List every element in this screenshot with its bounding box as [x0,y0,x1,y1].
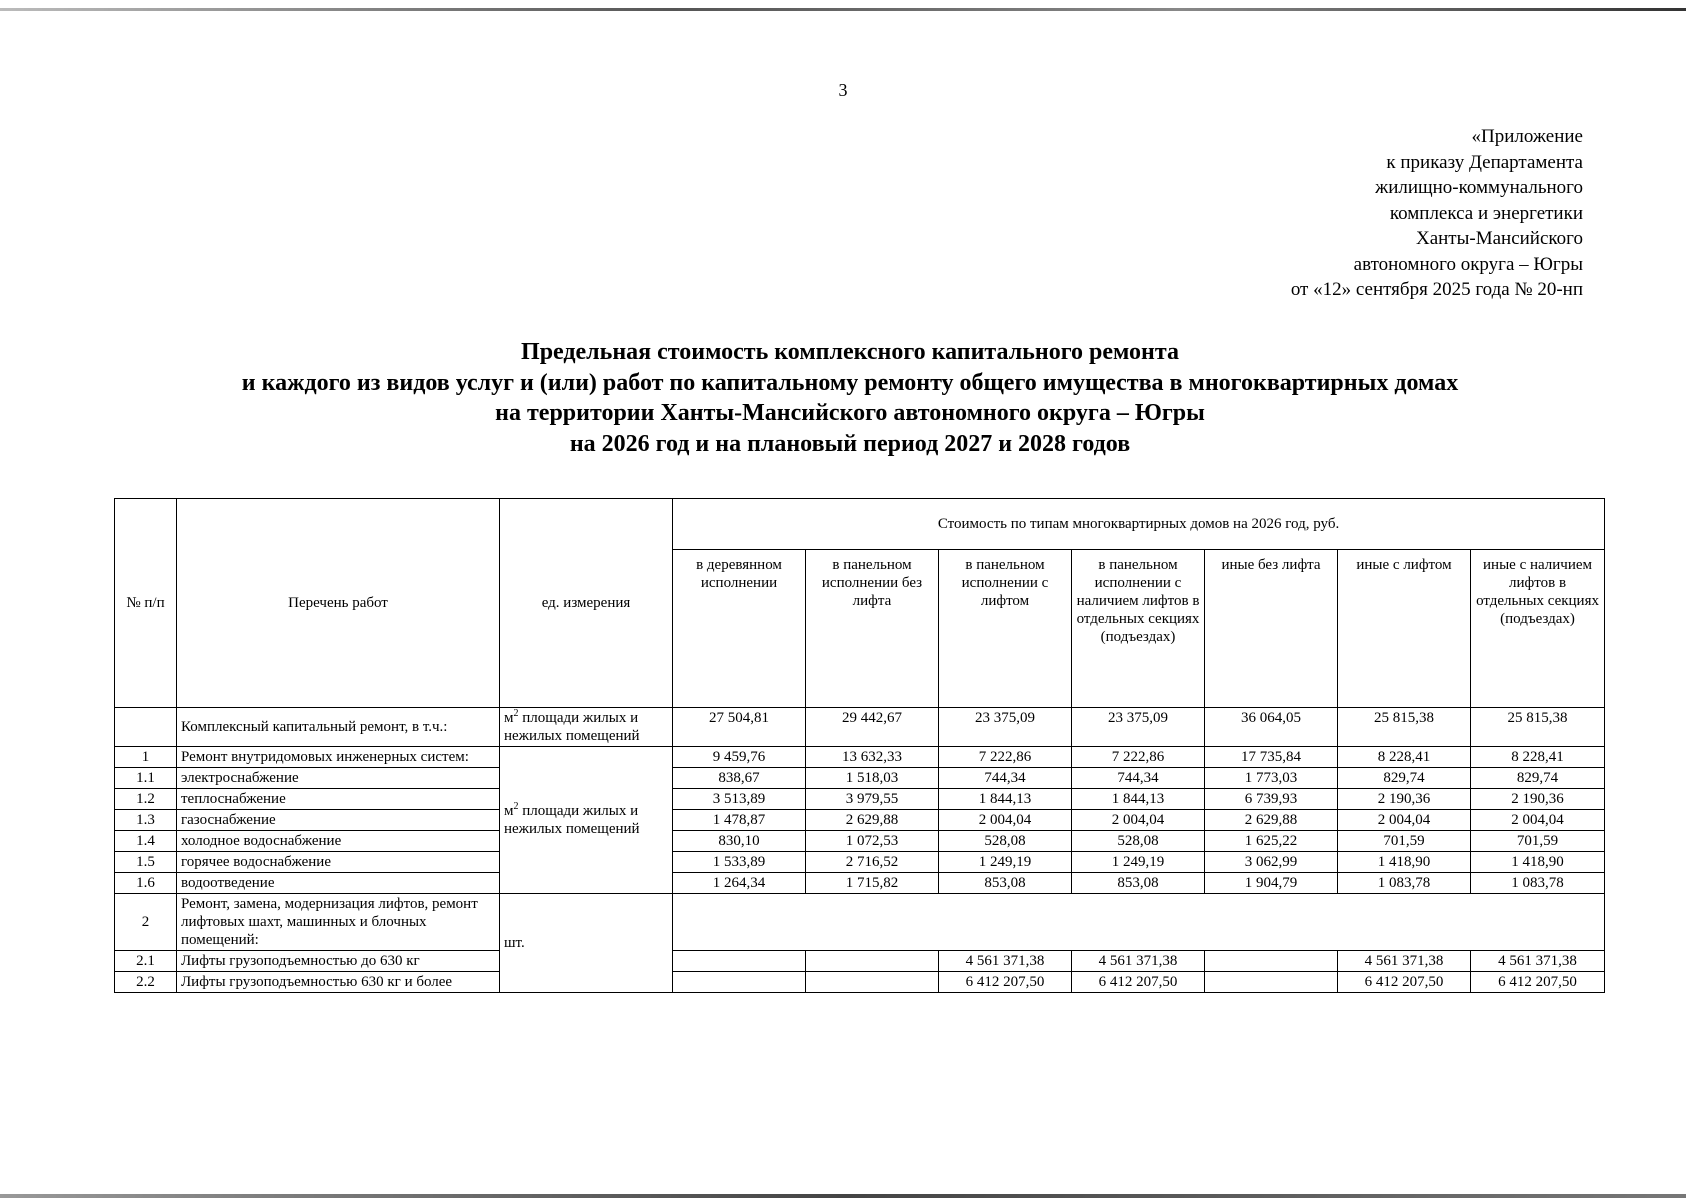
cost-cell: 1 844,13 [939,789,1072,810]
cost-cell: 838,67 [673,768,806,789]
cost-cell: 7 222,86 [1072,747,1205,768]
appendix-line: жилищно-коммунального [1375,177,1583,198]
column-header-number: № п/п [115,499,177,708]
table-row [115,831,1605,852]
row-unit [500,708,673,747]
cost-cell: 8 228,41 [1471,747,1605,768]
column-header-house-type: иные с лифтом [1338,550,1471,708]
row-name: электроснабжение [177,768,500,789]
row-name: Ремонт внутридомовых инженерных систем: [177,747,500,768]
title-line: Предельная стоимость комплексного капитального ремонта [521,339,1179,365]
title-line: на территории Ханты-Мансийского автономного округа – Югры [495,400,1205,426]
column-header-house-type: в панельном исполнении без лифта [806,550,939,708]
table-row [115,972,1605,993]
row-name: Ремонт, замена, модернизация лифтов, ремонт лифтовых шахт, машинных и блочных помещений: [177,894,500,951]
scan-edge-top [0,8,1686,11]
cost-cell: 2 004,04 [1471,810,1605,831]
cost-cell: 29 442,67 [806,708,939,747]
cost-cell: 744,34 [939,768,1072,789]
row-name: Комплексный капитальный ремонт, в т.ч.: [177,708,500,747]
appendix-line: Ханты-Мансийского [1415,228,1583,249]
cost-cell: 25 815,38 [1338,708,1471,747]
cost-cell [1205,972,1338,993]
row-number: 1.2 [115,789,177,810]
cost-cell: 528,08 [1072,831,1205,852]
cost-cell: 8 228,41 [1338,747,1471,768]
row-number: 1.1 [115,768,177,789]
cost-cell: 23 375,09 [939,708,1072,747]
cost-cell: 13 632,33 [806,747,939,768]
cost-cell: 830,10 [673,831,806,852]
cost-cell: 701,59 [1471,831,1605,852]
cost-cell [1205,951,1338,972]
cost-cell: 4 561 371,38 [1072,951,1205,972]
row-number: 2 [115,894,177,951]
cost-cell: 829,74 [1471,768,1605,789]
cost-cell: 1 418,90 [1471,852,1605,873]
unit-suffix: площади жилых и нежилых помещений [504,803,640,837]
cost-cell: 2 190,36 [1338,789,1471,810]
cost-cell: 1 478,87 [673,810,806,831]
cost-cell: 853,08 [939,873,1072,894]
cost-cell: 1 072,53 [806,831,939,852]
cost-cell: 1 083,78 [1338,873,1471,894]
table-row [115,789,1605,810]
table-row [115,768,1605,789]
cost-table [114,498,1605,993]
cost-cell: 6 739,93 [1205,789,1338,810]
column-header-unit: ед. измерения [500,499,673,708]
row-name: Лифты грузоподъемностью 630 кг и более [177,972,500,993]
cost-cell: 1 518,03 [806,768,939,789]
cost-cell [673,951,806,972]
row-name: газоснабжение [177,810,500,831]
cost-cell: 528,08 [939,831,1072,852]
row-number [115,708,177,747]
row-name: теплоснабжение [177,789,500,810]
cost-cell: 6 412 207,50 [1072,972,1205,993]
cost-cell [673,972,806,993]
row-number: 2.2 [115,972,177,993]
cost-cell: 7 222,86 [939,747,1072,768]
appendix-line: «Приложение [1471,126,1583,147]
row-name: холодное водоснабжение [177,831,500,852]
column-header-house-type: иные с наличием лифтов в отдельных секциях (подъездах) [1471,550,1605,708]
cost-cell: 2 004,04 [1338,810,1471,831]
table-body [115,708,1605,993]
empty-cost-span [673,894,1605,951]
cost-cell: 6 412 207,50 [1338,972,1471,993]
row-number: 1.6 [115,873,177,894]
row-unit [500,747,673,894]
unit-prefix: м [504,803,514,819]
unit-superscript: 2 [513,801,519,812]
cost-cell: 1 249,19 [939,852,1072,873]
cost-cell [806,951,939,972]
cost-cell: 4 561 371,38 [1338,951,1471,972]
unit-superscript: 2 [513,708,519,719]
cost-cell: 6 412 207,50 [939,972,1072,993]
cost-cell: 1 844,13 [1072,789,1205,810]
column-header-house-type: в деревянном исполнении [673,550,806,708]
title-line: и каждого из видов услуг и (или) работ по капитальному ремонту общего имущества в многоквартирных домах [241,369,1459,396]
cost-cell: 6 412 207,50 [1471,972,1605,993]
cost-cell: 2 629,88 [1205,810,1338,831]
cost-cell: 701,59 [1338,831,1471,852]
cost-cell: 1 264,34 [673,873,806,894]
cost-cell: 2 004,04 [939,810,1072,831]
table-row-complex [115,708,1605,747]
scan-edge-bottom [0,1194,1686,1198]
document-title [0,337,1686,459]
appendix-line: от «12» сентября 2025 года № 20-нп [1290,279,1583,300]
cost-cell: 36 064,05 [1205,708,1338,747]
cost-cell: 25 815,38 [1471,708,1605,747]
cost-cell: 4 561 371,38 [1471,951,1605,972]
header-row [115,499,1605,550]
cost-cell: 3 062,99 [1205,852,1338,873]
cost-cell: 3 513,89 [673,789,806,810]
row-number: 1.4 [115,831,177,852]
appendix-line: автономного округа – Югры [1353,253,1583,275]
cost-cell: 1 773,03 [1205,768,1338,789]
row-number: 1 [115,747,177,768]
table-row [115,951,1605,972]
title-line: на 2026 год и на плановый период 2027 и 2028 годов [569,430,1131,457]
cost-cell: 3 979,55 [806,789,939,810]
table-header [115,499,1605,708]
row-number: 1.5 [115,852,177,873]
row-number: 1.3 [115,810,177,831]
cost-cell: 27 504,81 [673,708,806,747]
row-name: горячее водоснабжение [177,852,500,873]
cost-cell: 9 459,76 [673,747,806,768]
cost-cell: 17 735,84 [1205,747,1338,768]
cost-cell: 2 629,88 [806,810,939,831]
appendix-line: комплекса и энергетики [1389,202,1583,224]
cost-cell: 4 561 371,38 [939,951,1072,972]
cost-cell: 853,08 [1072,873,1205,894]
appendix-block [1291,124,1583,303]
cost-cell: 2 716,52 [806,852,939,873]
cost-cell: 1 715,82 [806,873,939,894]
row-name: Лифты грузоподъемностью до 630 кг [177,951,500,972]
column-header-works: Перечень работ [177,499,500,708]
cost-cell: 1 625,22 [1205,831,1338,852]
cost-cell: 2 190,36 [1471,789,1605,810]
cost-cell: 1 249,19 [1072,852,1205,873]
cost-cell: 1 083,78 [1471,873,1605,894]
appendix-line: к приказу Департамента [1386,151,1583,173]
row-unit: шт. [500,894,673,993]
cost-cell: 1 418,90 [1338,852,1471,873]
cost-cell: 744,34 [1072,768,1205,789]
table-row [115,852,1605,873]
cost-cell: 829,74 [1338,768,1471,789]
unit-prefix: м [504,710,514,726]
cost-cell: 23 375,09 [1072,708,1205,747]
cost-cell: 1 533,89 [673,852,806,873]
table-row-lifts [115,894,1605,951]
column-header-cost-group: Стоимость по типам многоквартирных домов на 2026 год, руб. [673,499,1605,550]
cost-cell: 1 904,79 [1205,873,1338,894]
unit-suffix: площади жилых и нежилых помещений [504,710,640,744]
row-name: водоотведение [177,873,500,894]
cost-cell [806,972,939,993]
row-number: 2.1 [115,951,177,972]
column-header-house-type: в панельном исполнении с лифтом [939,550,1072,708]
column-header-house-type: в панельном исполнении с наличием лифтов в отдельных секциях (подъездах) [1072,550,1205,708]
column-header-house-type: иные без лифта [1205,550,1338,708]
cost-cell: 2 004,04 [1072,810,1205,831]
table-row [115,810,1605,831]
page-number: 3 [838,80,848,100]
table-row [115,747,1605,768]
table-row [115,873,1605,894]
